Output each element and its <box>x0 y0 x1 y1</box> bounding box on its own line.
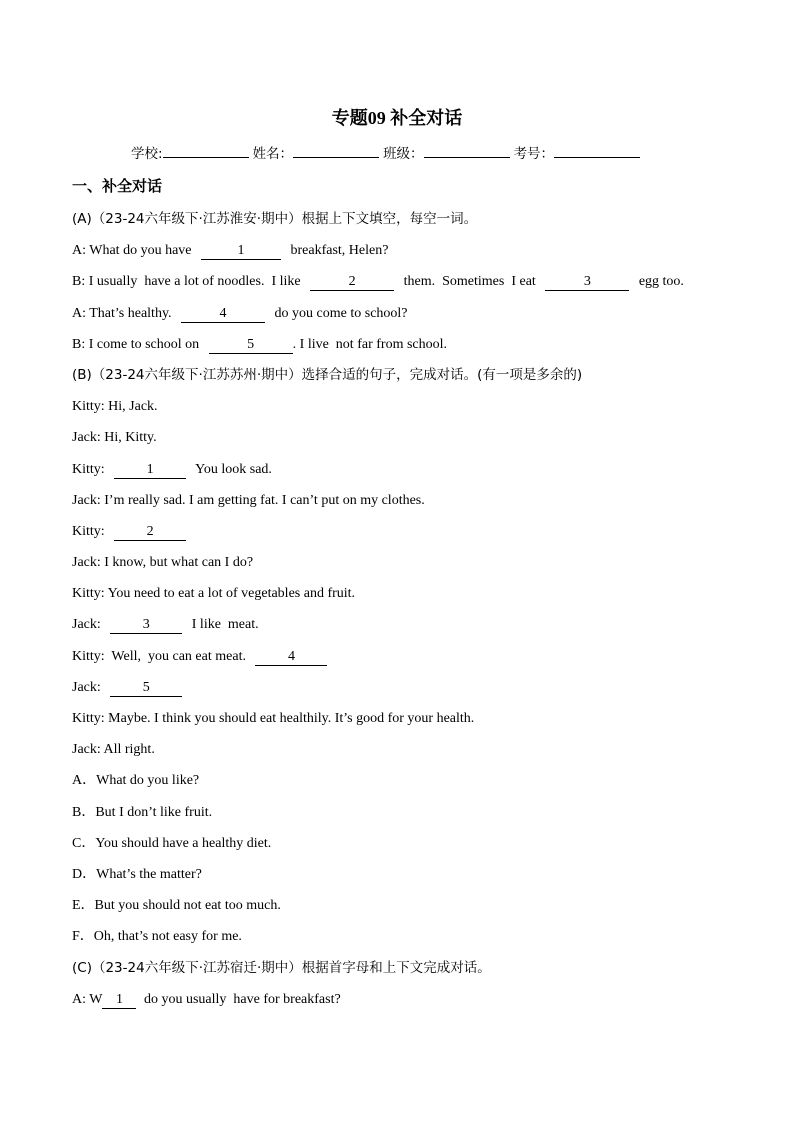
dialogue-line: Kitty: 2 <box>72 516 752 547</box>
option-item: E．But you should not eat too much. <box>72 898 281 914</box>
school-blank[interactable] <box>163 143 249 158</box>
answer-blank[interactable]: 5 <box>110 681 182 697</box>
dialogue-line: A: That’s healthy. 4 do you come to school? <box>72 305 408 321</box>
number-label: 考号： <box>513 146 555 162</box>
name-blank[interactable] <box>293 143 379 158</box>
dialogue-line: Kitty: Well, you can eat meat. 4 <box>72 641 752 672</box>
option-item: C．You should have a healthy diet. <box>72 835 272 851</box>
dialogue-line: Kitty: 1 You look sad. <box>72 461 272 477</box>
dialogue-line: Jack: I’m really sad. I am getting fat. I can’t put on my clothes. <box>72 492 425 508</box>
dialogue-line: Jack: 3 I like meat. <box>72 617 259 633</box>
dialogue-line: Jack: All right. <box>72 742 155 758</box>
class-label: 班级： <box>383 146 424 162</box>
school-label: 学校: <box>131 146 163 162</box>
answer-blank[interactable]: 3 <box>545 275 629 291</box>
part-c-heading: (C)（23-24六年级下·江苏宿迁·期中）根据首字母和上下文完成对话。 <box>72 959 491 976</box>
number-blank[interactable] <box>554 143 640 158</box>
dialogue-line: A: What do you have 1 breakfast, Helen? <box>72 243 389 259</box>
student-info-row <box>131 142 642 163</box>
answer-blank[interactable]: 1 <box>114 463 186 479</box>
dialogue-line: Jack: Hi, Kitty. <box>72 430 157 446</box>
section-heading: 一、补全对话 <box>72 177 163 195</box>
answer-blank[interactable]: 4 <box>255 650 327 666</box>
answer-blank[interactable]: 2 <box>114 525 186 541</box>
name-label: 姓名： <box>252 146 294 162</box>
dialogue-line: Kitty: You need to eat a lot of vegetables and fruit. <box>72 586 356 602</box>
dialogue-line: Jack: I know, but what can I do? <box>72 555 254 571</box>
answer-blank[interactable]: 5 <box>209 338 293 354</box>
exercise-body <box>72 204 752 1015</box>
option-item: B．But I don’t like fruit. <box>72 804 213 820</box>
part-b-heading: (B)（23-24六年级下·江苏苏州·期中）选择合适的句子，完成对话。(有一项是多余的) <box>72 366 583 383</box>
answer-blank[interactable]: 3 <box>110 618 182 634</box>
answer-blank[interactable]: 1 <box>102 993 136 1009</box>
page-title: 专题09 补全对话 <box>331 108 463 128</box>
answer-blank[interactable]: 2 <box>310 275 394 291</box>
answer-blank[interactable]: 1 <box>201 244 281 260</box>
dialogue-line: B: I come to school on 5 . I live not far from school. <box>72 336 448 352</box>
part-a-heading: (A)（23-24六年级下·江苏淮安·期中）根据上下文填空，每空一词。 <box>72 211 478 227</box>
option-item: D．What’s the matter? <box>72 866 202 882</box>
class-blank[interactable] <box>424 143 510 158</box>
dialogue-line: Kitty: Hi, Jack. <box>72 399 158 415</box>
dialogue-line: Jack: 5 <box>72 672 752 703</box>
dialogue-line: A: W 1 do you usually have for breakfast? <box>72 991 341 1007</box>
dialogue-line: B: I usually have a lot of noodles. I like 2 them. Sometimes I eat 3 egg too. <box>72 274 684 290</box>
dialogue-line: Kitty: Maybe. I think you should eat healthily. It’s good for your health. <box>72 711 475 726</box>
answer-blank[interactable]: 4 <box>181 307 265 323</box>
option-item: F．Oh, that’s not easy for me. <box>72 929 242 945</box>
option-item: A．What do you like? <box>72 773 200 789</box>
